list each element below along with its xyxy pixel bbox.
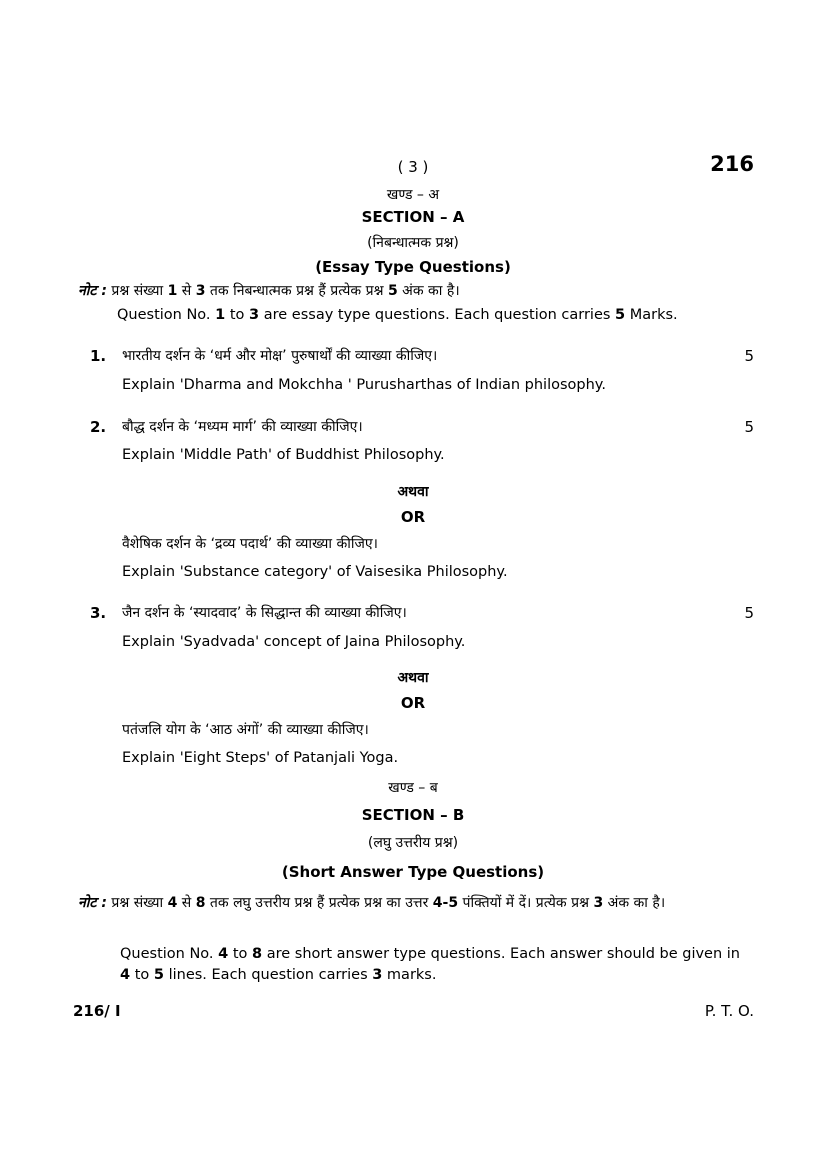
question-hindi: बौद्ध दर्शन के ‘मध्यम मार्ग’ की व्याख्या कीजिए। [122,419,363,435]
question-number: 2. [90,418,107,436]
note-label: नोट : [78,283,107,299]
or-english: OR [400,508,426,526]
or-hindi: अथवा [397,670,429,686]
question-number: 1. [90,347,107,365]
note-label: नोट : [78,895,107,911]
question-english: Explain 'Dharma and Mokchha ' Purusharthas of Indian philosophy. [122,377,606,393]
section-b-title: SECTION – B [361,806,465,824]
alt-question-hindi: वैशेषिक दर्शन के ‘द्रव्य पदार्थ’ की व्याख्या कीजिए। [122,536,378,552]
section-a-hindi-title: खण्ड – अ [386,187,440,203]
section-b-note-hindi: नोट : प्रश्न संख्या 4 से 8 तक लघु उत्तरीय प्रश्न हैं प्रत्येक प्रश्न का उत्तर 4-5 पंक्तियों में दें। प्रत्येक प्रश्न 3 अंक का है। [78,895,666,911]
question-marks: 5 [744,347,754,365]
question-hindi: जैन दर्शन के ‘स्यादवाद’ के सिद्धान्त की व्याख्या कीजिए। [122,605,407,621]
footer-pto: P. T. O. [704,1002,754,1020]
question-marks: 5 [744,604,754,622]
section-b-type: (Short Answer Type Questions) [281,863,545,881]
section-b-note-english: Question No. 4 to 8 are short answer type questions. Each answer should be given in 4 to 5 lines. Each question carries 3 marks. [120,946,740,983]
section-a-note-english: Question No. 1 to 3 are essay type questions. Each question carries 5 Marks. [117,307,678,323]
or-hindi: अथवा [397,484,429,500]
footer-code: 216/ I [73,1002,121,1020]
section-a-type: (Essay Type Questions) [315,258,511,276]
question-marks: 5 [744,418,754,436]
paper-code: 216 [710,152,754,176]
section-a-hindi-type: (निबन्धात्मक प्रश्न) [367,235,459,251]
alt-question-hindi: पतंजलि योग के ‘आठ अंगों’ की व्याख्या कीजिए। [122,722,369,738]
section-a-title: SECTION – A [361,208,465,226]
or-english: OR [400,694,426,712]
question-number: 3. [90,604,107,622]
question-hindi: भारतीय दर्शन के ‘धर्म और मोक्ष’ पुरुषार्थों की व्याख्या कीजिए। [122,348,438,364]
alt-question-english: Explain 'Eight Steps' of Patanjali Yoga. [122,750,399,766]
section-a-note-hindi: नोट : प्रश्न संख्या 1 से 3 तक निबन्धात्मक प्रश्न हैं प्रत्येक प्रश्न 5 अंक का है। [78,283,460,299]
question-english: Explain 'Middle Path' of Buddhist Philosophy. [122,447,445,463]
question-english: Explain 'Syadvada' concept of Jaina Philosophy. [122,634,466,650]
alt-question-english: Explain 'Substance category' of Vaisesika Philosophy. [122,564,508,580]
section-b-hindi-type: (लघु उत्तरीय प्रश्न) [367,835,459,851]
page-number: ( 3 ) [397,158,429,176]
section-b-hindi-title: खण्ड – ब [388,780,438,796]
